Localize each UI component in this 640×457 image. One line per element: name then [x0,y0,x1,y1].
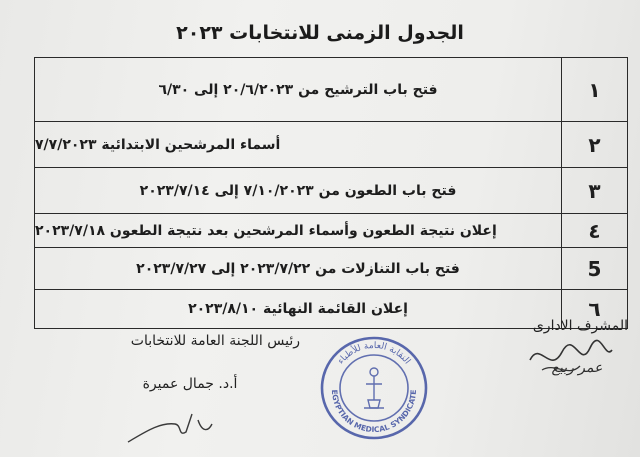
row-number: ٢ [561,122,627,167]
row-number: ٣ [561,168,627,213]
table-row [35,58,627,122]
row-text: فتح باب التنازلات من ٢٠٢٣/٧/٢٢ إلى ٢٠٢٣/٧/٢٧ [136,260,460,277]
row-text: فتح باب الترشيح من ٢٠/٦/٢٠٢٣ إلى ٦/٣٠ [158,81,438,98]
table-row [35,122,627,168]
supervisor-title: المشرف الادارى [532,318,628,334]
supervisor-name: عمر ربيع [551,360,603,376]
row-number: 5 [561,248,627,289]
chair-signature [120,402,230,452]
chair-name: أ.د. جمال عميرة [142,376,238,392]
supervisor-signature [520,330,620,390]
row-number: ٦ [561,290,627,328]
stamp-english-text: EGYPTIAN MEDICAL SYNDICATE [329,389,419,435]
syndicate-stamp-icon [318,334,430,442]
row-number: ١ [561,58,627,121]
stamp-arabic-text: النقابة العامة للأطباء [336,340,412,367]
table-row [35,214,627,248]
row-text: إعلان القائمة النهائية ٢٠٢٣/٨/١٠ [188,301,408,317]
table-row [35,168,627,214]
schedule-table [34,57,628,329]
row-text: أسماء المرشحين الابتدائية ٧/٧/٢٠٢٣ [35,136,281,153]
row-text: إعلان نتيجة الطعون وأسماء المرشحين بعد نتيجة الطعون ٢٠٢٣/٧/١٨ [35,222,497,239]
row-text: فتح باب الطعون من ٧/١٠/٢٠٢٣ إلى ٢٠٢٣/٧/١٤ [139,182,457,199]
row-number: ٤ [561,214,627,247]
document-title: الجدول الزمنى للانتخابات ٢٠٢٣ [176,22,464,44]
chair-title: رئيس اللجنة العامة للانتخابات [130,333,300,349]
table-row [35,248,627,290]
